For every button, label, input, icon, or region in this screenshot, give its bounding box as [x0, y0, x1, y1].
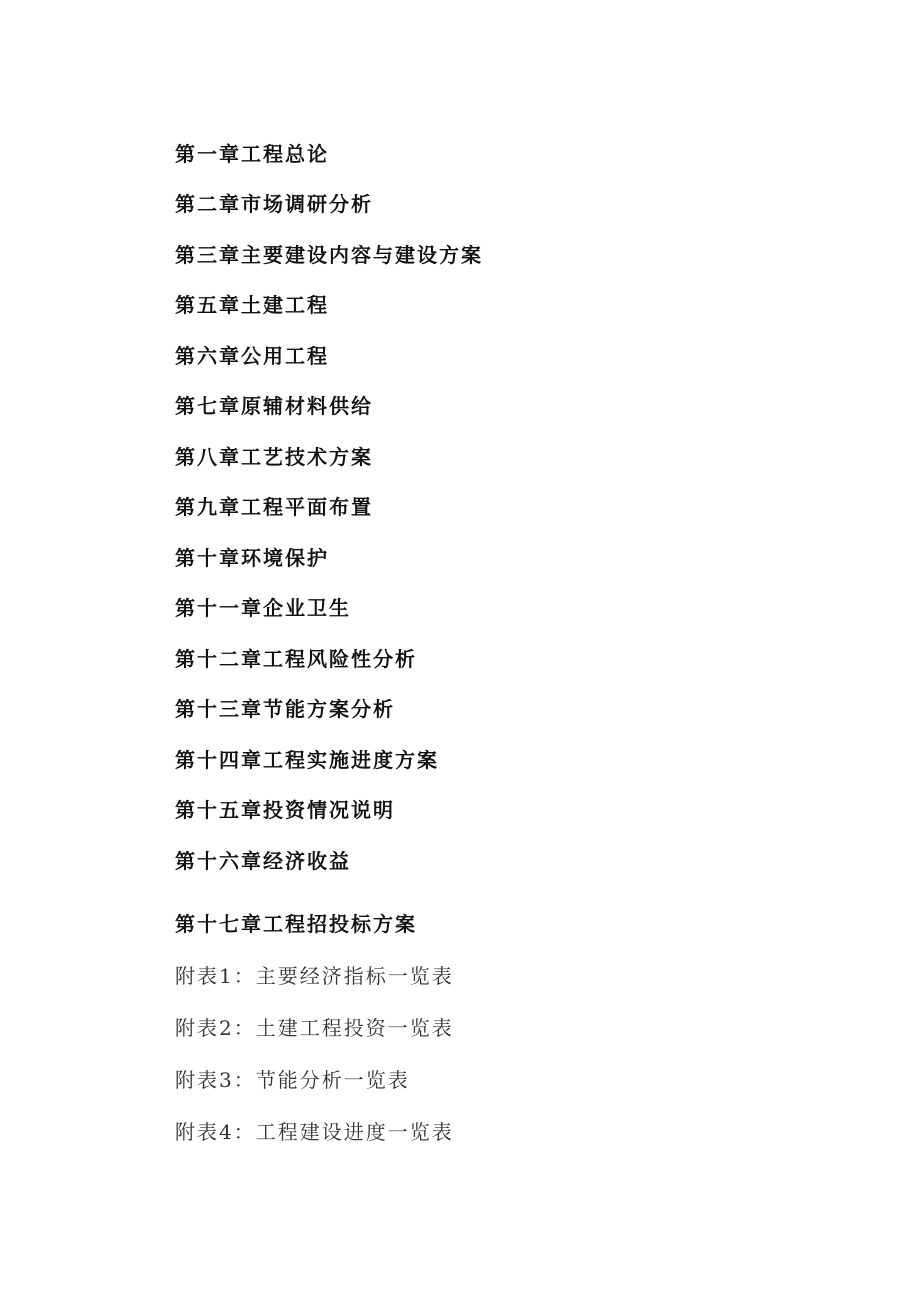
toc-chapter-6: 第七章原辅材料供给 [175, 394, 373, 418]
toc-chapter-15: 第十六章经济收益 [175, 849, 351, 873]
toc-chapter-10: 第十一章企业卫生 [175, 596, 351, 620]
toc-chapter-13: 第十四章工程实施进度方案 [175, 748, 439, 772]
toc-appendix-3: 附表3：节能分析一览表 [175, 1068, 410, 1092]
toc-chapter-3: 第三章主要建设内容与建设方案 [175, 243, 483, 267]
toc-chapter-7: 第八章工艺技术方案 [175, 445, 373, 469]
toc-chapter-9: 第十章环境保护 [175, 546, 329, 570]
toc-chapter-8: 第九章工程平面布置 [175, 495, 373, 519]
toc-chapter-2: 第二章市场调研分析 [175, 192, 373, 216]
toc-appendix-4: 附表4：工程建设进度一览表 [175, 1120, 454, 1144]
toc-chapter-4: 第五章土建工程 [175, 293, 329, 317]
toc-chapter-12: 第十三章节能方案分析 [175, 697, 395, 721]
toc-chapter-5: 第六章公用工程 [175, 344, 329, 368]
toc-appendix-2: 附表2：土建工程投资一览表 [175, 1016, 454, 1040]
toc-chapter-1: 第一章工程总论 [175, 142, 329, 166]
toc-chapter-11: 第十二章工程风险性分析 [175, 647, 417, 671]
toc-chapter-16: 第十七章工程招投标方案 [175, 912, 417, 936]
toc-appendix-1: 附表1：主要经济指标一览表 [175, 964, 454, 988]
toc-chapter-14: 第十五章投资情况说明 [175, 798, 395, 822]
